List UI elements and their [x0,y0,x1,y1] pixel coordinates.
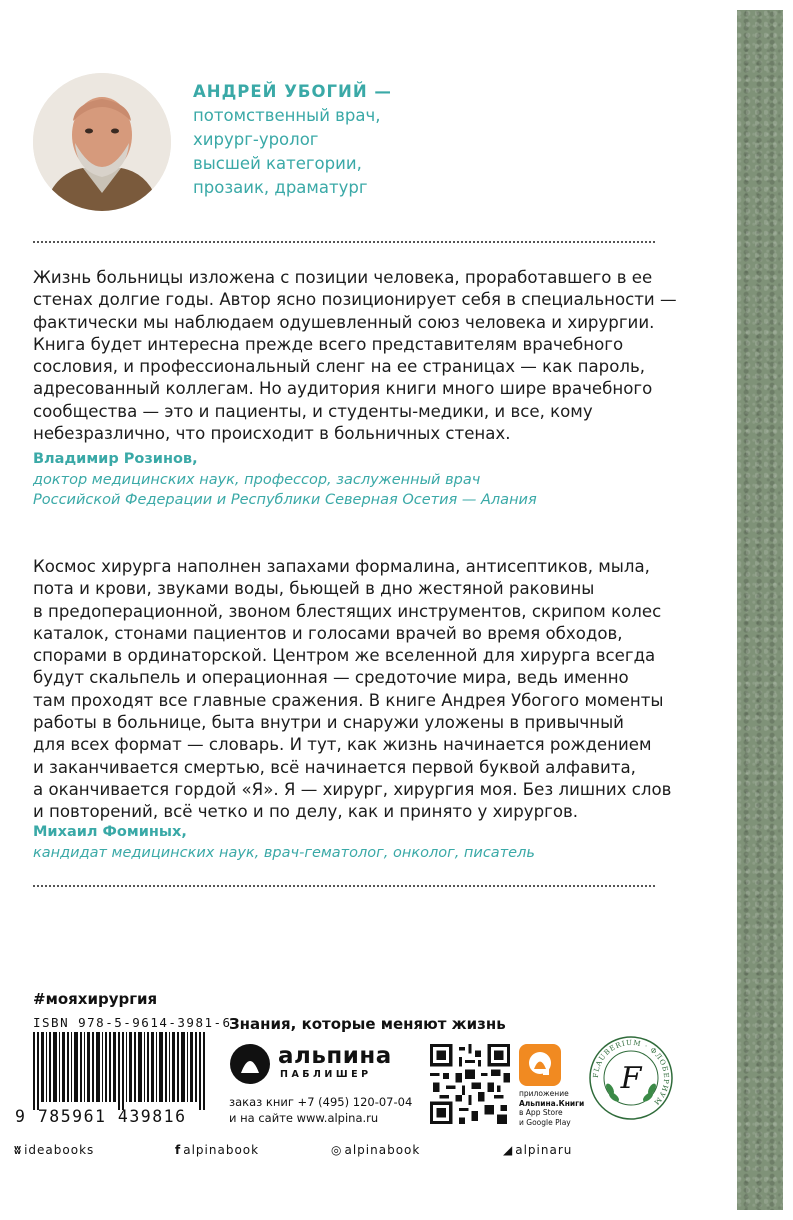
text-line: стенах долгие годы. Автор ясно позиционирует себя в специальности — [33,290,677,310]
alpina-logo-icon [229,1043,271,1085]
vk-icon: ʬ [14,1143,23,1157]
reviewer-name: Владимир Розинов, [33,451,198,467]
text-line: работы в больнице, быта внутри и снаружи уложены в привычный [33,713,624,733]
text-line: сословия, и профессиональный сленг на ее страницах — как пароль, [33,357,646,377]
text-line: будут скальпель и операционная — средоточие мира, ведь именно [33,668,629,688]
reviewer-title: доктор медицинских наук, профессор, заслуженный врач [33,471,481,488]
review-text-1 [33,267,677,445]
text-line: фактически мы наблюдаем одушевленный союз человека и хирургии. [33,312,655,332]
text-line: Космос хирурга наполнен запахами формалина, антисептиков, мыла, [33,557,650,576]
social-label: alpinabook [344,1143,421,1157]
author-desc-line: высшей категории, [193,154,362,173]
author-desc-line: хирург-уролог [193,130,319,149]
order-phone: заказ книг +7 (495) 120-07-04 [229,1095,413,1109]
author-desc-line: прозаик, драматург [193,178,368,197]
alpina-app-icon [519,1044,561,1086]
seal-text: FLAUBERIUM · ФЛОБЕРИУМ [591,1038,671,1107]
text-line: в предоперационной, звоном блестящих инструментов, скрипом колес [33,601,662,621]
hashtag: #мояхирургия [33,990,158,1008]
author-name: АНДРЕЙ УБОГИЙ — [193,82,392,101]
social-telegram[interactable] [503,1143,572,1157]
text-line: для всех формат — словарь. И тут, как жизнь начинается рождением [33,735,652,755]
app-text-line: в App Store [519,1108,563,1117]
social-vk[interactable] [14,1143,94,1157]
flauberium-seal-logo [588,1035,674,1121]
barcode [33,1032,208,1110]
text-line: Жизнь больницы изложена с позиции человека, проработавшего в ее [33,268,653,287]
text-line: там проходят все главные сражения. В книге Андрея Убогого моменты [33,690,664,710]
author-desc-line: потомственный врач, [193,106,381,125]
dotted-divider [33,241,655,243]
app-text-line: приложение [519,1089,569,1098]
order-website: и на сайте www.alpina.ru [229,1111,379,1125]
reviewer-name: Михаил Фоминых, [33,824,187,840]
text-line: пота и крови, звуками воды, бьющей в дно жестяной раковины [33,579,595,599]
reviewer-title: Российской Федерации и Республики Северная Осетия — Алания [33,492,537,508]
qr-code-icon [430,1044,510,1124]
app-info [519,1089,584,1127]
isbn-digits: 9 785961 439816 [15,1107,187,1126]
reviewer-title: кандидат медицинских наук, врач-гематолог, онколог, писатель [33,844,535,861]
social-instagram[interactable] [331,1143,420,1157]
author-block [193,80,392,200]
order-info [229,1094,412,1126]
text-line: и заканчивается смертью, всё начинается первой буквой алфавита, [33,757,636,777]
text-line: спорами в ординаторской. Центром же вселенной для хирурга всегда [33,646,656,666]
book-spine-texture [737,10,783,1210]
reviewer-2 [33,822,535,863]
isbn-label: ISBN 978-5-9614-3981-6 [33,1015,232,1030]
author-portrait [33,73,171,211]
facebook-icon: f [175,1143,182,1157]
social-label: alpinaru [515,1143,573,1157]
seal-letter: F [620,1061,642,1096]
app-text-line: и Google Play [519,1117,571,1127]
instagram-icon: ◎ [331,1143,343,1157]
text-line: каталок, стонами пациентов и голосами врачей во время обходов, [33,623,623,643]
text-line: а оканчивается гордой «Я». Я — хирург, хирургия моя. Без лишних слов [33,779,672,799]
telegram-icon: ◢ [503,1143,514,1157]
text-line: адресованный коллегам. Но аудитория книги много шире врачебного [33,379,653,399]
reviewer-1 [33,449,537,511]
text-line: Книга будет интересна прежде всего представителям врачебного [33,334,624,354]
app-text-line: Альпина.Книги [519,1098,585,1108]
publisher-name: альпина [278,1043,392,1069]
publisher-slogan: Знания, которые меняют жизнь [229,1015,506,1033]
text-line: небезразлично, что происходит в больничных стенах. [33,424,511,444]
text-line: и повторений, всё четко и по делу, как и принято у хирургов. [33,802,579,822]
social-label: ideabooks [24,1143,95,1157]
social-facebook[interactable] [175,1143,259,1157]
dotted-divider [33,885,655,887]
social-label: alpinabook [183,1143,260,1157]
review-text-2 [33,556,673,824]
publisher-subname: ПАБЛИШЕР [280,1069,372,1080]
text-line: сообщества — это и пациенты, и студенты-медики, и все, кому [33,401,593,421]
